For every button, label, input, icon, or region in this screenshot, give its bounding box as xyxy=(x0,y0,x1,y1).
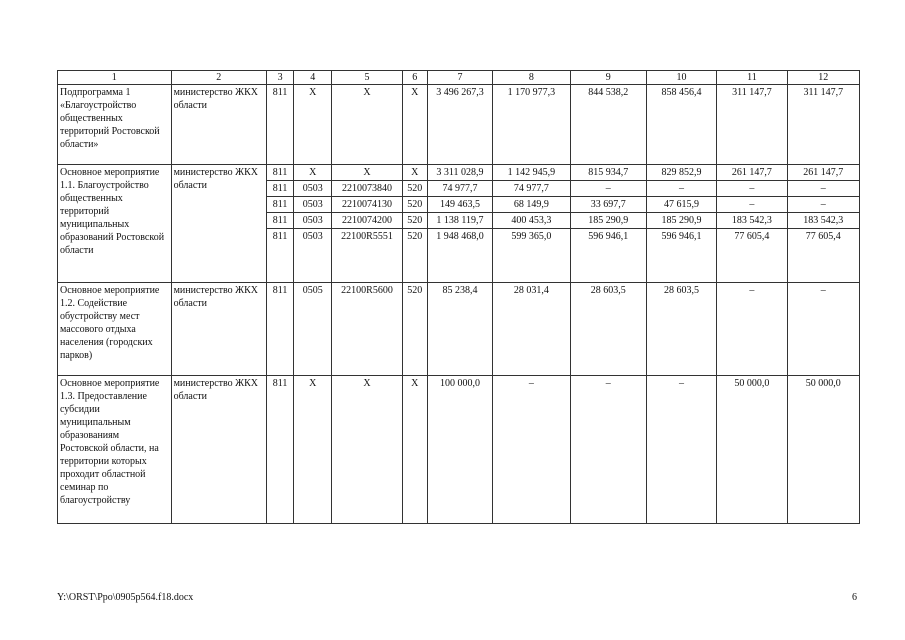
cell: 50 000,0 xyxy=(787,376,859,524)
cell: 520 xyxy=(402,229,427,283)
cell: Х xyxy=(294,376,332,524)
cell: 1 170 977,3 xyxy=(493,85,570,165)
cell: 520 xyxy=(402,283,427,376)
column-number: 4 xyxy=(294,71,332,85)
cell: 596 946,1 xyxy=(646,229,716,283)
cell: 28 603,5 xyxy=(570,283,646,376)
measure-name: Основное мероприятие 1.2. Содействие обустройству мест массового отдыха населения (городских парков) xyxy=(58,283,172,376)
cell: 0503 xyxy=(294,181,332,197)
cell: – xyxy=(493,376,570,524)
cell: 0505 xyxy=(294,283,332,376)
column-number: 3 xyxy=(267,71,294,85)
cell: 0503 xyxy=(294,197,332,213)
measure-name: Основное мероприятие 1.1. Благоустройство общественных территорий муниципальных образований Ростовской области xyxy=(58,165,172,283)
cell: 28 603,5 xyxy=(646,283,716,376)
cell: 74 977,7 xyxy=(493,181,570,197)
cell: 1 142 945,9 xyxy=(493,165,570,181)
cell: – xyxy=(570,376,646,524)
cell: 811 xyxy=(267,213,294,229)
cell: 22100R5600 xyxy=(332,283,402,376)
measure-name: Основное мероприятие 1.3. Предоставление субсидии муниципальным образованиям Ростовской области, на территории которых проходит областной семинар по благоустройству xyxy=(58,376,172,524)
cell: 0503 xyxy=(294,213,332,229)
cell: 844 538,2 xyxy=(570,85,646,165)
cell: 185 290,9 xyxy=(646,213,716,229)
cell: 811 xyxy=(267,165,294,181)
cell: 811 xyxy=(267,376,294,524)
cell: 47 615,9 xyxy=(646,197,716,213)
cell: 599 365,0 xyxy=(493,229,570,283)
column-number: 7 xyxy=(427,71,492,85)
cell: – xyxy=(646,376,716,524)
cell: 3 311 028,9 xyxy=(427,165,492,181)
column-number: 10 xyxy=(646,71,716,85)
subprogram-name: Подпрограмма 1 «Благоустройство общественных территорий Ростовской области» xyxy=(58,85,172,165)
executor: министерство ЖКХ области xyxy=(171,85,266,165)
cell: 520 xyxy=(402,181,427,197)
cell: Х xyxy=(294,85,332,165)
cell: Х xyxy=(332,85,402,165)
table-row xyxy=(58,85,860,165)
cell: Х xyxy=(332,376,402,524)
cell: 596 946,1 xyxy=(570,229,646,283)
cell: 74 977,7 xyxy=(427,181,492,197)
cell: 311 147,7 xyxy=(717,85,787,165)
cell: Х xyxy=(332,165,402,181)
cell: – xyxy=(717,197,787,213)
column-number: 1 xyxy=(58,71,172,85)
column-number: 6 xyxy=(402,71,427,85)
cell: 261 147,7 xyxy=(717,165,787,181)
cell: – xyxy=(646,181,716,197)
cell: 183 542,3 xyxy=(787,213,859,229)
cell: 520 xyxy=(402,197,427,213)
cell: 33 697,7 xyxy=(570,197,646,213)
cell: Х xyxy=(294,165,332,181)
executor: министерство ЖКХ области xyxy=(171,376,266,524)
budget-table xyxy=(57,70,860,524)
column-number: 11 xyxy=(717,71,787,85)
cell: – xyxy=(717,181,787,197)
cell: 520 xyxy=(402,213,427,229)
header-row xyxy=(58,71,860,85)
column-number: 9 xyxy=(570,71,646,85)
cell: 811 xyxy=(267,197,294,213)
executor: министерство ЖКХ области xyxy=(171,165,266,283)
cell: 68 149,9 xyxy=(493,197,570,213)
column-number: 12 xyxy=(787,71,859,85)
cell: – xyxy=(717,283,787,376)
cell: 2210073840 xyxy=(332,181,402,197)
cell: Х xyxy=(402,165,427,181)
cell: 1 138 119,7 xyxy=(427,213,492,229)
cell: 50 000,0 xyxy=(717,376,787,524)
cell: 811 xyxy=(267,85,294,165)
cell: 183 542,3 xyxy=(717,213,787,229)
cell: 2210074200 xyxy=(332,213,402,229)
cell: 261 147,7 xyxy=(787,165,859,181)
cell: 28 031,4 xyxy=(493,283,570,376)
column-number: 8 xyxy=(493,71,570,85)
table-row xyxy=(58,376,860,524)
cell: 85 238,4 xyxy=(427,283,492,376)
executor: министерство ЖКХ области xyxy=(171,283,266,376)
cell: 811 xyxy=(267,283,294,376)
cell: – xyxy=(570,181,646,197)
cell: Х xyxy=(402,376,427,524)
cell: 1 948 468,0 xyxy=(427,229,492,283)
cell: 149 463,5 xyxy=(427,197,492,213)
cell: 2210074130 xyxy=(332,197,402,213)
cell: 400 453,3 xyxy=(493,213,570,229)
cell: 811 xyxy=(267,229,294,283)
cell: 77 605,4 xyxy=(717,229,787,283)
cell: – xyxy=(787,181,859,197)
page-number: 6 xyxy=(852,592,857,603)
cell: 829 852,9 xyxy=(646,165,716,181)
cell: 3 496 267,3 xyxy=(427,85,492,165)
cell: 0503 xyxy=(294,229,332,283)
table-row xyxy=(58,283,860,376)
cell: 311 147,7 xyxy=(787,85,859,165)
cell: 185 290,9 xyxy=(570,213,646,229)
cell: Х xyxy=(402,85,427,165)
cell: 858 456,4 xyxy=(646,85,716,165)
file-path: Y:\ORST\Ppo\0905p564.f18.docx xyxy=(57,592,194,603)
column-number: 2 xyxy=(171,71,266,85)
cell: – xyxy=(787,283,859,376)
cell: 22100R5551 xyxy=(332,229,402,283)
table-row xyxy=(58,165,860,181)
cell: – xyxy=(787,197,859,213)
cell: 811 xyxy=(267,181,294,197)
cell: 815 934,7 xyxy=(570,165,646,181)
column-number: 5 xyxy=(332,71,402,85)
cell: 100 000,0 xyxy=(427,376,492,524)
cell: 77 605,4 xyxy=(787,229,859,283)
